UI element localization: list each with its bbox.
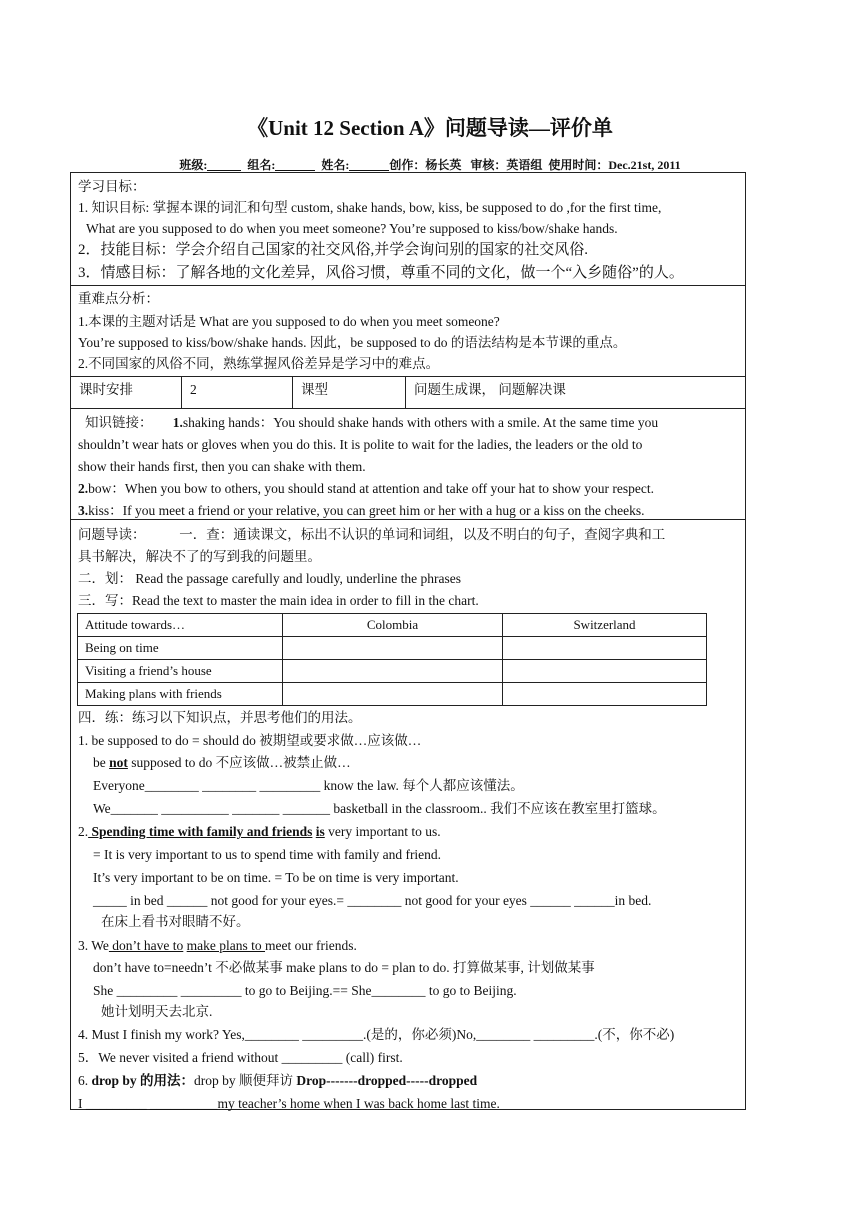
- group-blank[interactable]: [275, 158, 315, 171]
- knowledge-p2: [78, 479, 654, 499]
- guide-step1a: [78, 525, 665, 545]
- header-meta: [0, 156, 860, 173]
- hours-value: 2: [182, 377, 293, 408]
- practice-6-meaning: drop by 顺便拜访: [194, 1073, 297, 1088]
- practice-1-ex1: Everyone________ ________ _________ know the law. 每个人都应该懂法。: [93, 778, 524, 793]
- knowledge-p3: [78, 501, 644, 521]
- practice-6-forms: Drop-------dropped-----dropped: [296, 1073, 478, 1088]
- knowledge-section: [71, 409, 745, 520]
- chart-cell-colombia[interactable]: [283, 660, 503, 683]
- practice-2-rest: very important to us.: [324, 824, 441, 839]
- knowledge-p2-num: 2.: [78, 481, 89, 496]
- keypoints-heading: 重难点分析：: [78, 291, 159, 306]
- goals-section: [71, 173, 745, 286]
- chart-header-colombia: Colombia: [283, 614, 503, 637]
- practice-2-l4: _____ in bed ______ not good for your eyes.= ________ not good for your eyes ______ ______in bed.: [93, 893, 652, 908]
- keypoints-line2: You’re supposed to kiss/bow/shake hands. 因此，be supposed to do 的语法结构是本节课的重点。: [78, 335, 627, 350]
- goals-line4: 3．情感目标：了解各地的文化差异，风俗习惯，尊重不同的文化，做一个“入乡随俗”的人。: [78, 265, 684, 281]
- practice-3-l4: 她计划明天去北京.: [101, 1004, 213, 1019]
- chart-cell-colombia[interactable]: [283, 637, 503, 660]
- keypoints-section: [71, 286, 745, 377]
- chart-row: [78, 660, 707, 683]
- goals-line1: 1. 知识目标: 掌握本课的词汇和句型 custom, shake hands, bow, kiss, be supposed to do ,for the first time,: [78, 200, 662, 215]
- practice-2-head: [78, 822, 441, 842]
- knowledge-p1-num: 1.: [172, 415, 183, 430]
- chart-cell-switzerland[interactable]: [503, 637, 707, 660]
- guide-step1b: 具书解决，解决不了的写到我的问题里。: [78, 549, 321, 564]
- knowledge-p1a: [85, 413, 658, 433]
- chart-cell-switzerland[interactable]: [503, 660, 707, 683]
- practice-4: 4. Must I finish my work? Yes,________ _________.(是的，你必须)No,________ _________.(不，你不必): [78, 1027, 675, 1042]
- practice-3-we: 3. We: [78, 938, 109, 953]
- practice-3-head: [78, 936, 357, 956]
- chart-header-attitude: Attitude towards…: [78, 614, 283, 637]
- name-label: 姓名:: [321, 158, 350, 172]
- practice-1-be: be: [93, 755, 110, 770]
- knowledge-p1b: shouldn’t wear hats or gloves when you do this. It is polite to wait for the ladies, the leaders or the old to: [78, 437, 643, 452]
- practice-3-rest: meet our friends.: [265, 938, 357, 953]
- hours-label: 课时安排: [71, 377, 182, 408]
- knowledge-p1c: show their hands first, then you can shake with them.: [78, 459, 366, 474]
- class-label: 班级:: [179, 158, 208, 172]
- practice-1-ex2: We_______ __________ _______ _______ basketball in the classroom.. 我们不应该在教室里打篮球。: [93, 801, 666, 816]
- knowledge-heading: 知识链接：: [85, 415, 153, 430]
- practice-3-l2: don’t have to=needn’t 不必做某事 make plans to do = plan to do. 打算做某事, 计划做某事: [93, 960, 595, 975]
- practice-5: 5．We never visited a friend without _________ (call) first.: [78, 1050, 403, 1065]
- date: 使用时间：Dec.21st, 2011: [548, 158, 681, 172]
- chart-header-switzerland: Switzerland: [503, 614, 707, 637]
- group-label: 组名:: [247, 158, 276, 172]
- practice-2-verb: is: [315, 824, 325, 839]
- guide-step4: 四．练：练习以下知识点，并思考他们的用法。: [78, 710, 362, 725]
- practice-2-subject: Spending time with family and friends: [88, 824, 313, 839]
- knowledge-p2-text: bow：When you bow to others, you should stand at attention and take off your hat to show your respect.: [88, 481, 655, 496]
- goals-heading: 学习目标：: [78, 179, 146, 194]
- type-label: 课型: [293, 377, 406, 408]
- practice-2-l3: It’s very important to be on time. = To be on time is very important.: [93, 870, 459, 885]
- customs-chart: [77, 613, 707, 706]
- reviewer: 审核：英语组: [470, 158, 543, 172]
- guide-step1a-text: 一．查：通读课文，标出不认识的单词和词组，以及不明白的句子，查阅字典和工: [179, 527, 666, 542]
- chart-row-label: Visiting a friend’s house: [78, 660, 283, 683]
- chart-cell-switzerland[interactable]: [503, 683, 707, 706]
- knowledge-p1-text: shaking hands：You should shake hands with others with a smile. At the same time you: [182, 415, 659, 430]
- chart-row: [78, 683, 707, 706]
- goals-line3: 2．技能目标：学会介绍自己国家的社交风俗,并学会询问别的国家的社交风俗.: [78, 242, 589, 258]
- guide-heading: 问题导读：: [78, 527, 146, 542]
- chart-row: [78, 637, 707, 660]
- page-title: 《Unit 12 Section A》问题导读—评价单: [247, 116, 613, 140]
- practice-3-make-plans: make plans to: [186, 938, 266, 953]
- guide-step3: 三．写：Read the text to master the main idea in order to fill in the chart.: [78, 593, 479, 608]
- chart-header-row: [78, 614, 707, 637]
- chart-cell-colombia[interactable]: [283, 683, 503, 706]
- practice-6-l2: I _________ __________my teacher’s home when I was back home last time.: [78, 1096, 500, 1111]
- practice-1-rule: 1. be supposed to do = should do 被期望或要求做…应该做…: [78, 733, 422, 748]
- worksheet-frame: [70, 172, 746, 1110]
- practice-2-num: 2.: [78, 824, 89, 839]
- practice-1-not: not: [109, 755, 128, 770]
- practice-6-num: 6.: [78, 1073, 92, 1088]
- keypoints-line1: 1.本课的主题对话是 What are you supposed to do when you meet someone?: [78, 314, 500, 329]
- practice-3-l3: She _________ _________ to go to Beijing.== She________ to go to Beijing.: [93, 983, 517, 998]
- practice-6-title: drop by 的用法：: [91, 1073, 195, 1088]
- knowledge-p3-num: 3.: [78, 503, 89, 518]
- practice-1-negative: [93, 753, 351, 773]
- chart-row-label: Making plans with friends: [78, 683, 283, 706]
- guide-section: [71, 520, 745, 1109]
- practice-1-rest: supposed to do 不应该做…被禁止做…: [127, 755, 351, 770]
- practice-6-head: [78, 1071, 477, 1091]
- practice-3-dont-have-to: don’t have to: [108, 938, 184, 953]
- guide-step2: 二．划： Read the passage carefully and loudly, underline the phrases: [78, 571, 462, 586]
- goals-line2: What are you supposed to do when you meet someone? You’re supposed to kiss/bow/shake hands.: [86, 221, 618, 236]
- type-value: 问题生成课， 问题解决课: [414, 382, 566, 397]
- knowledge-p3-text: kiss：If you meet a friend or your relative, you can greet him or her with a hug or a kiss on the cheeks.: [88, 503, 645, 518]
- practice-2-l2: = It is very important to us to spend time with family and friend.: [93, 847, 442, 862]
- practice-2-l5: 在床上看书对眼睛不好。: [101, 914, 250, 929]
- creator: 创作：杨长英: [389, 158, 462, 172]
- schedule-row: [71, 377, 745, 409]
- chart-row-label: Being on time: [78, 637, 283, 660]
- class-blank[interactable]: [207, 158, 241, 171]
- name-blank[interactable]: [349, 158, 389, 171]
- keypoints-line3: 2.不同国家的风俗不同，熟练掌握风俗差异是学习中的难点。: [78, 356, 440, 371]
